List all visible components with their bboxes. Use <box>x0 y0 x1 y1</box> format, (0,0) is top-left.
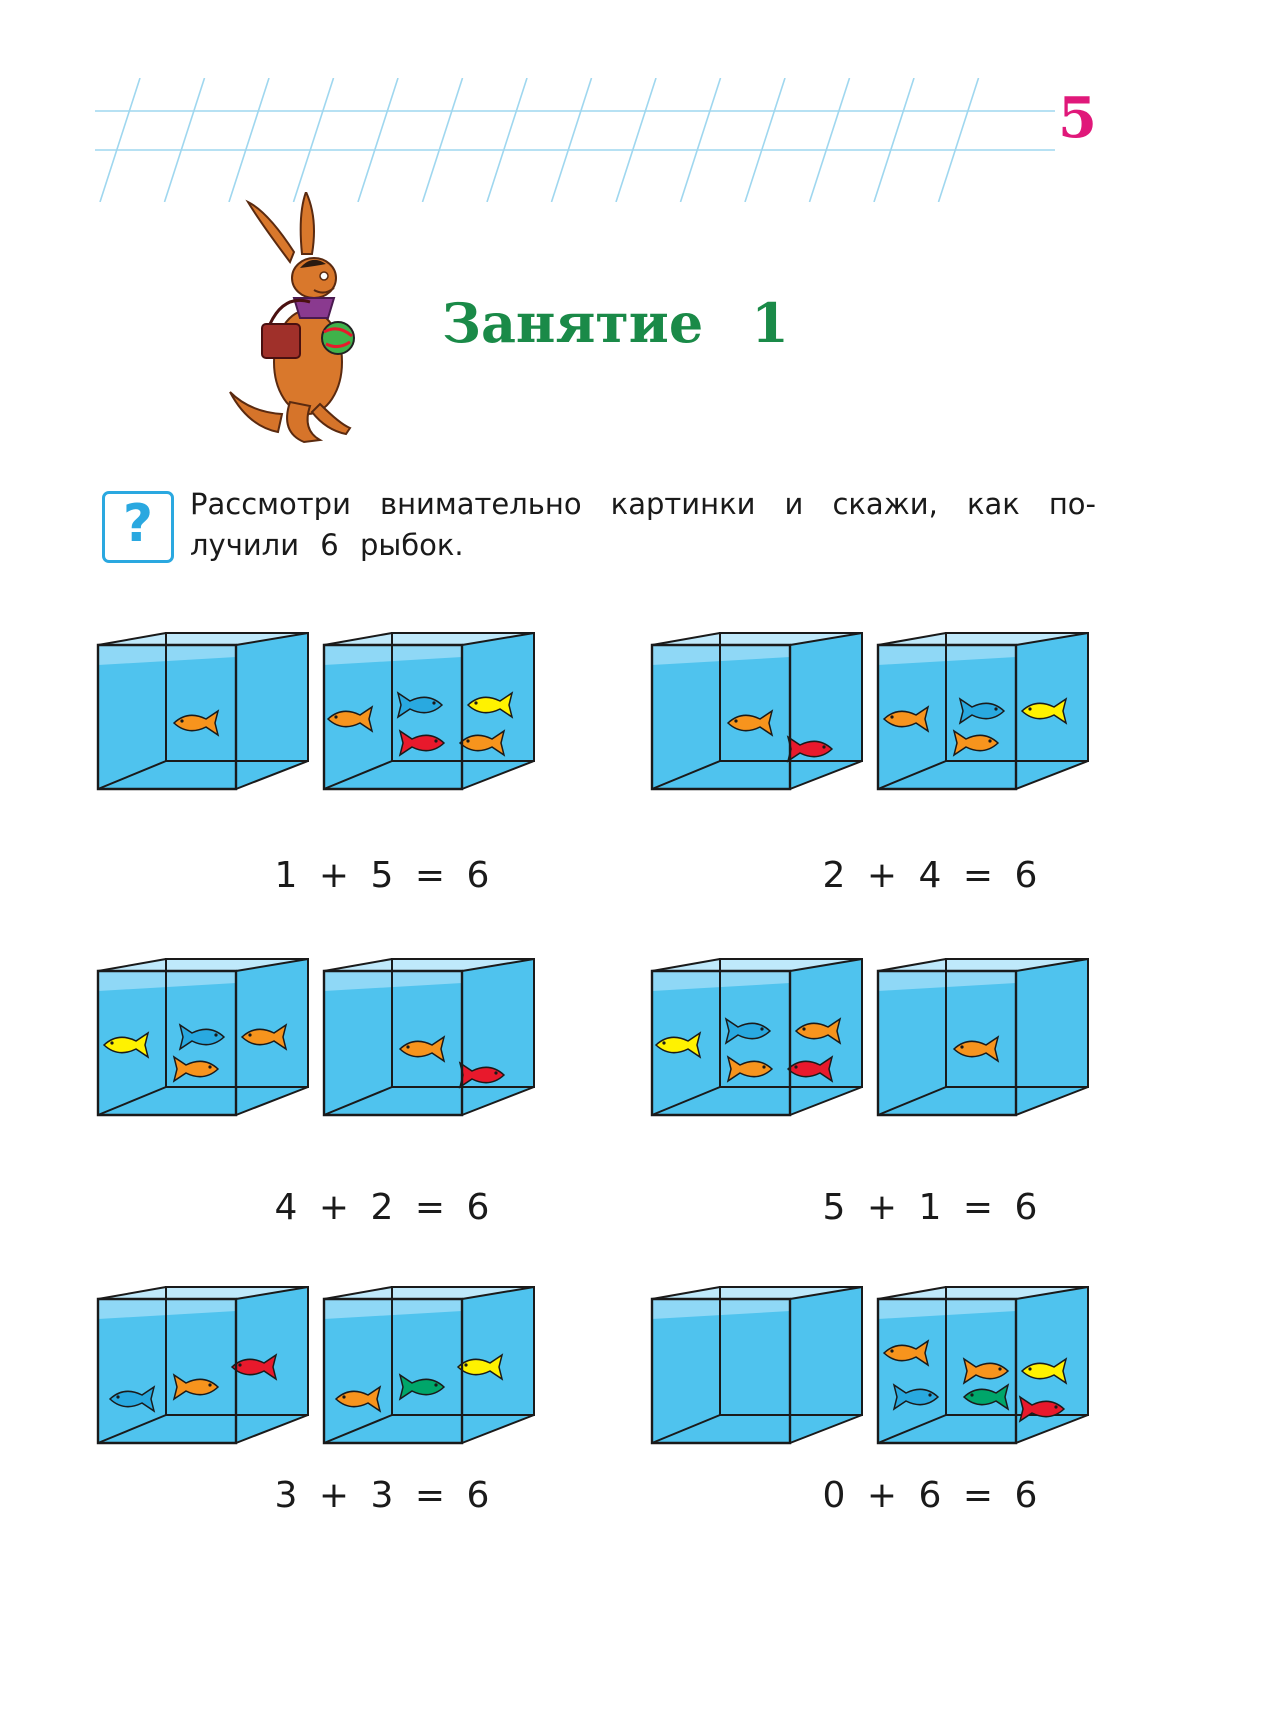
equation-sum: 6 <box>1014 1475 1038 1516</box>
equation-eq: = <box>962 855 994 896</box>
equation-plus: + <box>866 855 898 896</box>
equation-b: 4 <box>918 855 942 896</box>
question-icon <box>102 491 174 563</box>
example-6-equation <box>810 1475 1050 1516</box>
aquarium-left <box>652 633 862 789</box>
example-6-aquariums <box>650 1278 1100 1458</box>
aquarium-left <box>98 959 308 1115</box>
example-1-equation <box>262 855 502 896</box>
equation-plus: + <box>318 855 350 896</box>
equation-sum: 6 <box>1014 1187 1038 1228</box>
example-3-aquariums <box>96 950 546 1130</box>
lesson-number: 1 <box>751 291 789 355</box>
equation-sum: 6 <box>466 1475 490 1516</box>
aquarium-left <box>98 1287 308 1443</box>
aquarium-right <box>324 1287 534 1443</box>
equation-plus: + <box>318 1475 350 1516</box>
equation-a: 5 <box>822 1187 846 1228</box>
aquarium-right <box>878 633 1088 789</box>
equation-a: 0 <box>822 1475 846 1516</box>
equation-plus: + <box>318 1187 350 1228</box>
equation-a: 1 <box>274 855 298 896</box>
equation-eq: = <box>962 1475 994 1516</box>
example-5-equation <box>262 1475 502 1516</box>
equation-b: 2 <box>370 1187 394 1228</box>
equation-plus: + <box>866 1475 898 1516</box>
equation-eq: = <box>414 1187 446 1228</box>
handwriting-grid <box>95 78 1095 202</box>
task-line-2: лучили 6 рыбок. <box>190 528 464 562</box>
example-5-aquariums <box>96 1278 546 1458</box>
task-line-1: Рассмотри внимательно картинки и скажи, как по- <box>190 487 1096 521</box>
example-4-aquariums <box>650 950 1100 1130</box>
page-number: 5 <box>1058 85 1097 151</box>
equation-sum: 6 <box>466 855 490 896</box>
lesson-title <box>442 291 789 355</box>
equation-a: 3 <box>274 1475 298 1516</box>
equation-sum: 6 <box>466 1187 490 1228</box>
example-2-aquariums <box>650 624 1100 804</box>
task-instruction <box>190 484 1096 566</box>
aquarium-left <box>652 1287 862 1443</box>
example-1-aquariums <box>96 624 546 804</box>
equation-a: 2 <box>822 855 846 896</box>
equation-b: 5 <box>370 855 394 896</box>
aquarium-right <box>878 1287 1088 1443</box>
equation-plus: + <box>866 1187 898 1228</box>
example-2-equation <box>810 855 1050 896</box>
equation-eq: = <box>414 1475 446 1516</box>
equation-eq: = <box>962 1187 994 1228</box>
equation-a: 4 <box>274 1187 298 1228</box>
kangaroo-mascot-illustration <box>228 192 388 444</box>
equation-b: 6 <box>918 1475 942 1516</box>
example-4-equation <box>810 1187 1050 1228</box>
aquarium-left <box>652 959 862 1115</box>
equation-b: 3 <box>370 1475 394 1516</box>
equation-eq: = <box>414 855 446 896</box>
question-mark-glyph: ? <box>122 494 154 554</box>
aquarium-left <box>98 633 308 789</box>
equation-sum: 6 <box>1014 855 1038 896</box>
equation-b: 1 <box>918 1187 942 1228</box>
aquarium-right <box>324 633 534 789</box>
aquarium-right <box>878 959 1088 1115</box>
example-3-equation <box>262 1187 502 1228</box>
lesson-label: Занятие <box>442 291 704 355</box>
aquarium-right <box>324 959 534 1115</box>
